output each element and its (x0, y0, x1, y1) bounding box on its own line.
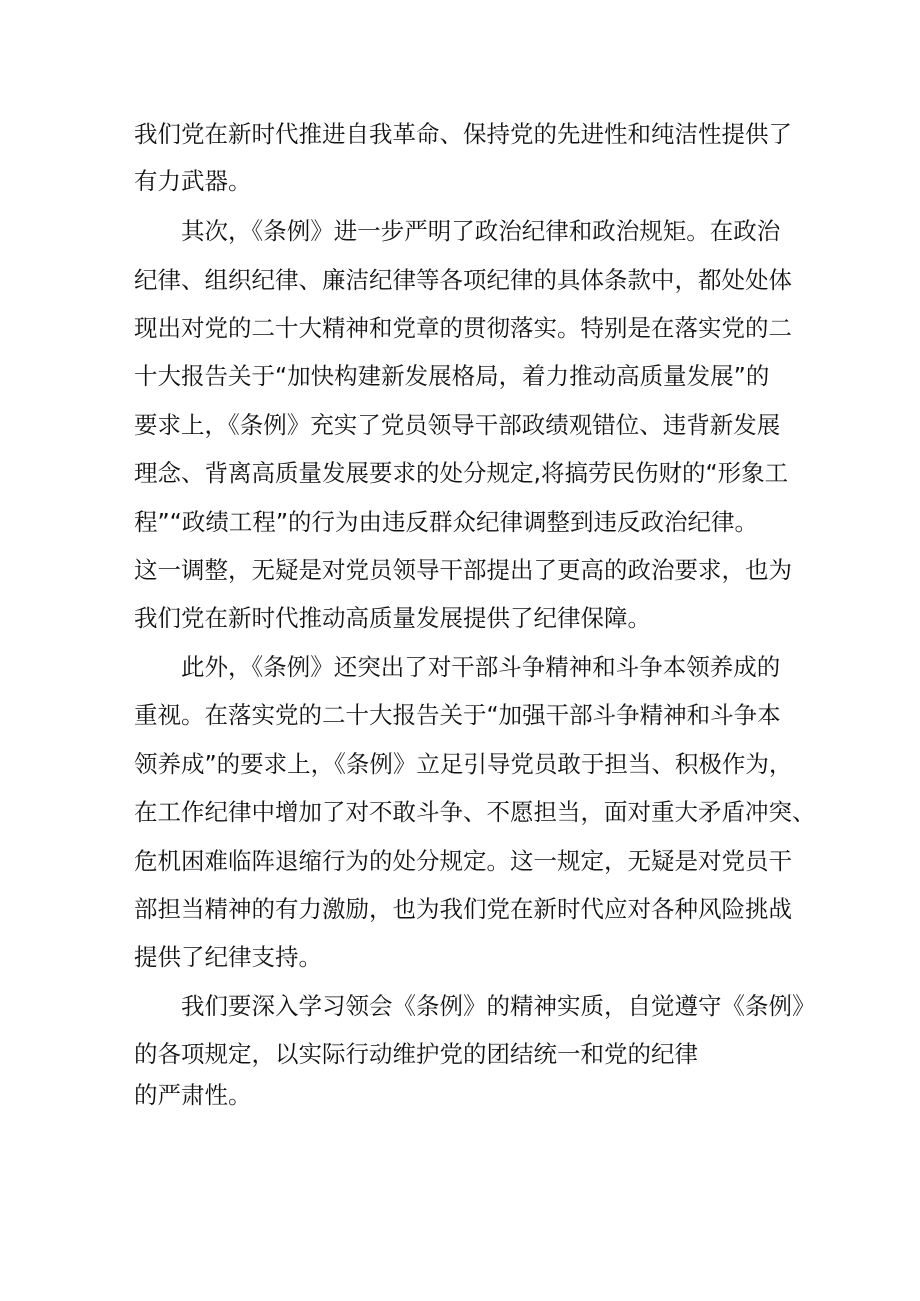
text-line: 的各项规定，以实际行动维护党的团结统一和党的纪律 (134, 1040, 698, 1068)
text-line: 在工作纪律中增加了对不敢斗争、不愿担当，面对重大矛盾冲突、 (134, 798, 816, 826)
text-line: 理念、背离高质量发展要求的处分规定,将搞劳民伤财的“形象工 (134, 459, 789, 487)
text-line: 危机困难临阵退缩行为的处分规定。这一规定，无疑是对党员干 (134, 847, 792, 875)
text-line: 领养成”的要求上，《条例》立足引导党员敢于担当、积极作为， (134, 750, 793, 778)
text-line: 的严肃性。 (134, 1081, 252, 1109)
text-line: 有力武器。 (134, 167, 252, 195)
text-line: 重视。在落实党的二十大报告关于“加强干部斗争精神和斗争本 (134, 701, 781, 729)
paragraph-start-line: 此外，《条例》还突出了对干部斗争精神和斗争本领养成的 (181, 653, 781, 681)
text-line: 我们党在新时代推动高质量发展提供了纪律保障。 (134, 604, 651, 632)
text-line: 部担当精神的有力激励，也为我们党在新时代应对各种风险挑战 (134, 895, 792, 923)
text-line: 提供了纪律支持。 (134, 943, 322, 971)
text-line: 现出对党的二十大精神和党章的贯彻落实。特别是在落实党的二 (134, 314, 792, 342)
text-line: 我们党在新时代推进自我革命、保持党的先进性和纯洁性提供了 (134, 120, 792, 148)
text-line: 这一调整，无疑是对党员领导干部提出了更高的政治要求，也为 (134, 556, 792, 584)
text-line: 十大报告关于“加快构建新发展格局，着力推动高质量发展”的 (134, 362, 770, 390)
paragraph-start-line: 我们要深入学习领会《条例》的精神实质，自觉遵守《条例》 (181, 992, 816, 1020)
paragraph-start-line: 其次，《条例》进一步严明了政治纪律和政治规矩。在政治 (181, 217, 781, 245)
text-line: 纪律、组织纪律、廉洁纪律等各项纪律的具体条款中，都处处体 (134, 266, 792, 294)
text-line: 要求上，《条例》充实了党员领导干部政绩观错位、违背新发展 (134, 411, 781, 439)
text-line: 程”“政绩工程”的行为由违反群众纪律调整到违反政治纪律。 (134, 508, 759, 536)
